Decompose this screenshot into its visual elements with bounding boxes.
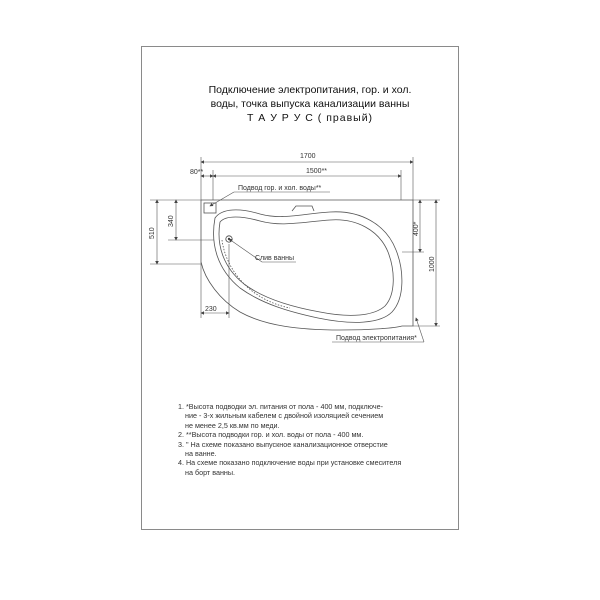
bath-outline xyxy=(201,200,413,330)
note-line: на борт ванны. xyxy=(185,467,236,477)
note-line: на ванне. xyxy=(185,449,217,459)
title-line-2: воды, точка выпуска канализации ванны xyxy=(210,98,410,110)
note-line: ние - 3-х жильным кабелем с двойной изоляцией сечением xyxy=(185,411,384,421)
note-line: не менее 2,5 кв.мм по меди. xyxy=(185,420,280,430)
bath-basin xyxy=(204,203,402,322)
notes-block xyxy=(178,402,418,477)
dim-400-label: 400* xyxy=(413,221,420,236)
note-line: 1. *Высота подводки эл. питания от пола - 400 мм, подключе- xyxy=(178,402,384,411)
dim-1000-label: 1000 xyxy=(429,256,436,272)
title-line-1: Подключение электропитания, гор. и хол. xyxy=(208,84,412,96)
note-line: 4. На схеме показано подключение воды при установке смесителя xyxy=(178,458,402,468)
dim-80-label: 80** xyxy=(190,169,204,176)
power-supply-label: Подвод электропитания* xyxy=(336,335,417,342)
dim-1700-label: 1700 xyxy=(300,153,316,160)
dim-1500-label: 1500** xyxy=(306,168,328,175)
note-line: 2. **Высота подводки гор. и хол. воды от пола - 400 мм. xyxy=(178,430,364,440)
dim-340-label: 340 xyxy=(168,215,175,227)
water-supply-leader xyxy=(210,192,330,206)
dim-total-length xyxy=(201,157,413,200)
drain-label: Слив ванны xyxy=(255,255,295,262)
dim-510-label: 510 xyxy=(149,227,156,239)
note-line: 3. " На схеме показано выпускное канализационное отверстие xyxy=(178,439,388,449)
title-line-3: Т А У Р У С ( правый) xyxy=(246,112,374,124)
water-supply-label: Подвод гор. и хол. воды** xyxy=(238,185,322,192)
dim-230-label: 230 xyxy=(205,306,217,313)
